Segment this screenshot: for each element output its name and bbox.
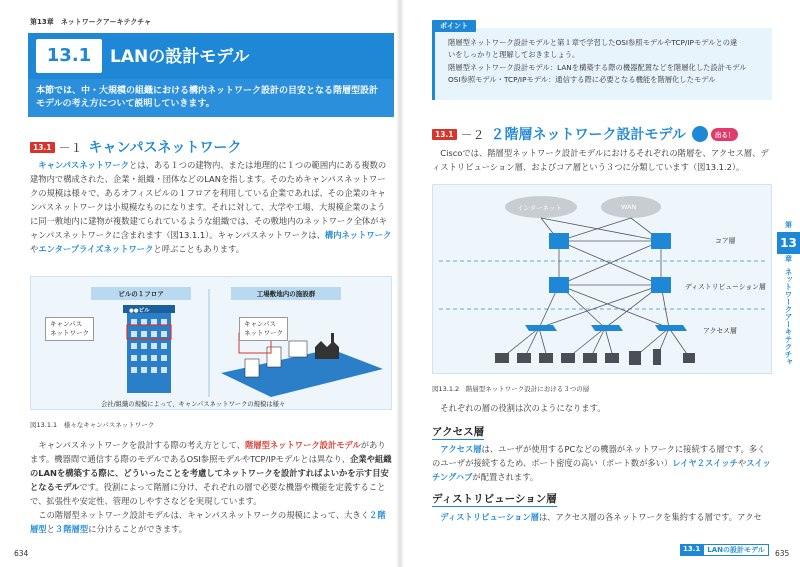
person-icon bbox=[692, 126, 708, 142]
section-banner bbox=[28, 33, 394, 79]
section-intro: 本節では、中・大規模の組織における構内ネットワーク設計の目安となる階層型設計モデルの考え方について説明していきます。 bbox=[28, 79, 394, 117]
term-kounai-network: 構内ネットワーク bbox=[324, 230, 392, 240]
paragraph-distribution-layer: ディストリビューション層は、アクセス層の各ネットワークを集約する層です。アクセ bbox=[440, 512, 762, 522]
subsection-badge: 13.1 bbox=[30, 142, 55, 153]
paragraph-roles-intro: それぞれの層の役割は次のようになります。 bbox=[440, 403, 606, 413]
figure-hierarchical-layers bbox=[432, 184, 772, 374]
campus-label-left: キャンパス ネットワーク bbox=[45, 317, 94, 341]
figure-caption-1: 図13.1.1 様々なキャンパスネットワーク bbox=[30, 421, 155, 429]
term-hierarchical-model: 階層型ネットワーク設計モデル bbox=[244, 440, 361, 450]
section-title: LANの設計モデル bbox=[110, 47, 250, 67]
subsection-badge-2: 13.1 bbox=[432, 129, 457, 140]
label-access-layer: アクセス層 bbox=[703, 327, 737, 335]
paragraph-hierarchical-model: キャンパスネットワークを設計する際の考え方として、階層型ネットワーク設計モデルがあります。機器間で通信する際のモデルであるOSI参照モデルやTCP/IPモデルとは異なり、企業や組織のLANを構築する際に、どういったことを考慮してネットワークを設計すればよいかを示す目安となるモデルです。役割によって階層に分け、それぞれの層で必要な機器や機能を定義することで、拡張性や安定性、管理のしやすさなどを実現しています。 bbox=[30, 440, 392, 506]
figure-header-factory: 工場敷地内の施設群 bbox=[231, 287, 341, 300]
term-enterprise-network: エンタープライズネットワーク bbox=[38, 244, 154, 254]
subsection-number-2: －２ bbox=[460, 127, 485, 142]
cloud-wan: WAN bbox=[621, 203, 637, 211]
subsection-heading bbox=[30, 137, 242, 157]
figure-bottom-note: 会社/組織の規模によって、キャンパスネットワークの規模は様々 bbox=[101, 401, 286, 408]
label-distribution-layer: ディストリビューション層 bbox=[685, 283, 766, 291]
page-number-right: 635 bbox=[775, 549, 790, 558]
building-sign: ●●ビル bbox=[129, 308, 150, 314]
cloud-internet: インターネット bbox=[517, 204, 562, 212]
subsection-title-2: ２階層ネットワーク設計モデル bbox=[490, 127, 686, 143]
chapter-label: 第13章 ネットワークアーキテクチャ bbox=[30, 18, 152, 26]
footer-section-tag: 13.1 LANの設計モデル bbox=[680, 544, 769, 556]
page-number-left: 634 bbox=[14, 549, 29, 558]
network-diagram bbox=[433, 185, 773, 375]
heading-distribution-layer: ディストリビューション層 bbox=[432, 493, 557, 505]
paragraph-access-layer: アクセス層は、ユーザが使用するPCなどの機器がネットワークに接続する層です。多くのユーザが接続するため、ポート密度の高い（ポート数が多い）レイヤ２スイッチやスイッチングハブが配置されます。 bbox=[432, 444, 771, 482]
term-campus-network: キャンパスネットワーク bbox=[38, 160, 129, 170]
paragraph-cisco-layers: Ciscoでは、階層型ネットワーク設計モデルにおけるそれぞれの階層を、アクセス層、ディストリビューション層、およびコア層という３つに分類しています（図13.1.2）。 bbox=[432, 148, 769, 172]
chapter-side-tab: 第 13 章 ネットワークアーキテクチャ bbox=[777, 220, 800, 366]
figure-header-floor: ビルの１フロア bbox=[91, 287, 191, 300]
label-core-layer: コア層 bbox=[715, 237, 736, 245]
subsection-title: キャンパスネットワーク bbox=[88, 140, 242, 156]
section-number: 13.1 bbox=[36, 39, 102, 73]
figure-campus-networks bbox=[30, 276, 392, 410]
heading-access-layer: アクセス層 bbox=[432, 426, 485, 438]
term-switching-hub: スイッチングハブ bbox=[432, 458, 771, 482]
paragraph-campus-network: キャンパスネットワークとは、ある１つの建物内、または地理的に１つの範囲内にある複数の建物内で構成された、企業・組織・団体などのLANを指します。そのためキャンパスネットワークの規模は様々で、あるオフィスビルの１フロアを利用している企業であれば、その企業のキャンパスネットワークは小規模なものになります。それに対して、大学や工場、大規模企業のように同一敷地内に建物が複数建てられているような組織では、その敷地内のネットワーク全体がキャンパスネットワークに含まれます（図13.1.1）。キャンパスネットワークは、構内ネットワークやエンタープライズネットワークと呼ぶこともあります。 bbox=[30, 160, 392, 254]
subsection-heading-2 bbox=[432, 124, 738, 144]
subsection-number: －１ bbox=[58, 140, 83, 155]
figure-caption-2: 図13.1.2 階層型ネットワーク設計における３つの層 bbox=[432, 385, 590, 393]
point-tag: ポイント bbox=[432, 20, 476, 32]
exam-badge: 出る！ bbox=[711, 128, 739, 141]
point-text: 階層型ネットワーク設計モデルと第１章で学習したOSI参照モデルやTCP/IPモデルとの違 いをしっかりと理解しておきましょう。 階層型ネットワーク設計モデル：LANを構築する際の機器配置などを階層化した設計モデル OSI参照モデル・TCP/IPモデル：通信する際に必要となる機能を階層化したモデル bbox=[448, 38, 747, 85]
paragraph-layer-types: この階層型ネットワーク設計モデルは、キャンパスネットワークの規模によって、大きく２階層型と３階層型に分けることができます。 bbox=[30, 510, 386, 534]
campus-label-right: キャンパス ネットワーク bbox=[239, 317, 288, 341]
term-3-tier: ３階層型 bbox=[54, 524, 89, 534]
term-l2-switch: レイヤ２スイッチ bbox=[672, 458, 738, 468]
term-2-tier: ２階層型 bbox=[30, 510, 386, 534]
